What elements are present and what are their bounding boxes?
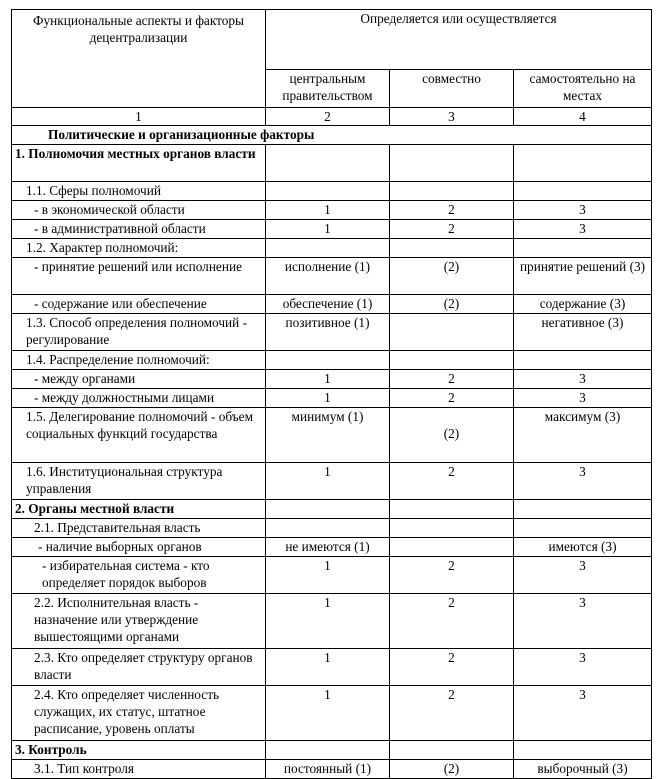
table-row <box>12 201 652 220</box>
row-label: - между должностными лицами <box>12 389 266 408</box>
table-row <box>12 594 652 649</box>
row-label: - избирательная система - кто определяет порядок выборов <box>12 557 266 594</box>
cell-central: позитивное (1) <box>266 314 390 351</box>
cell-central: минимум (1) <box>266 408 390 463</box>
cell-central <box>266 182 390 201</box>
table-row <box>12 389 652 408</box>
cell-local: 3 <box>514 686 652 741</box>
row-label: 1. Полномочия местных органов власти <box>12 145 266 182</box>
row-label: 3. Контроль <box>12 741 266 760</box>
header-determined: Определяется или осуществляется <box>266 10 652 70</box>
column-number-3: 3 <box>390 108 514 126</box>
table-row <box>12 760 652 779</box>
cell-local <box>514 351 652 370</box>
row-label: 1.2. Характер полномочий: <box>12 239 266 258</box>
cell-joint: (2) <box>390 258 514 295</box>
table-row <box>12 519 652 538</box>
table-row <box>12 314 652 351</box>
cell-central: не имеются (1) <box>266 538 390 557</box>
row-label: 2.3. Кто определяет структуру органов власти <box>12 649 266 686</box>
table-row <box>12 220 652 239</box>
cell-local: выборочный (3) <box>514 760 652 779</box>
cell-joint: 2 <box>390 686 514 741</box>
row-label: - принятие решений или исполнение <box>12 258 266 295</box>
cell-joint <box>390 145 514 182</box>
table-row <box>12 408 652 463</box>
cell-central: исполнение (1) <box>266 258 390 295</box>
cell-central <box>266 500 390 519</box>
table-row <box>12 370 652 389</box>
cell-joint <box>390 500 514 519</box>
table-row <box>12 145 652 182</box>
cell-local <box>514 239 652 258</box>
column-number-4: 4 <box>514 108 652 126</box>
cell-central: постоянный (1) <box>266 760 390 779</box>
cell-central <box>266 145 390 182</box>
cell-joint: 2 <box>390 557 514 594</box>
cell-central: обеспечение (1) <box>266 295 390 314</box>
cell-local: 3 <box>514 201 652 220</box>
cell-local <box>514 519 652 538</box>
section-title: Политические и организационные факторы <box>12 126 652 145</box>
row-label: - в административной области <box>12 220 266 239</box>
row-label: 2.2. Исполнительная власть - назначение или утверждение вышестоящими органами <box>12 594 266 649</box>
cell-joint <box>390 519 514 538</box>
table-row <box>12 557 652 594</box>
header-central: центральным правительством <box>266 70 390 108</box>
cell-local: 3 <box>514 220 652 239</box>
header-aspects: Функциональные аспекты и факторы децентрализации <box>12 10 266 108</box>
row-label: 1.5. Делегирование полномочий - объем социальных функций государства <box>12 408 266 463</box>
cell-local: имеются (3) <box>514 538 652 557</box>
header-local: самостоятельно на местах <box>514 70 652 108</box>
cell-central <box>266 351 390 370</box>
cell-central: 1 <box>266 557 390 594</box>
table-row <box>12 463 652 500</box>
cell-central <box>266 239 390 258</box>
cell-central <box>266 519 390 538</box>
column-number-1: 1 <box>12 108 266 126</box>
cell-joint: (2) <box>390 295 514 314</box>
cell-central: 1 <box>266 201 390 220</box>
column-number-row <box>12 108 652 126</box>
row-label: 1.6. Институциональная структура управления <box>12 463 266 500</box>
table-row <box>12 351 652 370</box>
cell-local: 3 <box>514 389 652 408</box>
table-row <box>12 182 652 201</box>
table-row <box>12 741 652 760</box>
cell-local: 3 <box>514 463 652 500</box>
column-number-2: 2 <box>266 108 390 126</box>
table-row <box>12 258 652 295</box>
row-label: - наличие выборных органов <box>12 538 266 557</box>
cell-joint <box>390 538 514 557</box>
cell-joint <box>390 314 514 351</box>
decentralization-table <box>11 9 652 779</box>
table-row <box>12 686 652 741</box>
cell-joint: 2 <box>390 370 514 389</box>
cell-joint: (2) <box>390 760 514 779</box>
cell-joint <box>390 351 514 370</box>
cell-central <box>266 741 390 760</box>
cell-local <box>514 500 652 519</box>
cell-local: 3 <box>514 557 652 594</box>
row-label: 2. Органы местной власти <box>12 500 266 519</box>
row-label: 1.3. Способ определения полномочий - регулирование <box>12 314 266 351</box>
cell-joint <box>390 239 514 258</box>
cell-local: 3 <box>514 370 652 389</box>
row-label: 2.4. Кто определяет численность служащих, их статус, штатное расписание, уровень оплаты <box>12 686 266 741</box>
cell-joint: 2 <box>390 220 514 239</box>
row-label: 2.1. Представительная власть <box>12 519 266 538</box>
cell-central: 1 <box>266 370 390 389</box>
table-row <box>12 239 652 258</box>
cell-joint: 2 <box>390 463 514 500</box>
header-row <box>12 10 652 70</box>
row-label: - содержание или обеспечение <box>12 295 266 314</box>
cell-local: принятие решений (3) <box>514 258 652 295</box>
header-joint: совместно <box>390 70 514 108</box>
cell-joint: 2 <box>390 389 514 408</box>
cell-local <box>514 182 652 201</box>
cell-joint <box>390 741 514 760</box>
cell-joint: (2) <box>390 408 514 463</box>
cell-local: максимум (3) <box>514 408 652 463</box>
cell-central: 1 <box>266 463 390 500</box>
row-label: - между органами <box>12 370 266 389</box>
cell-local <box>514 741 652 760</box>
cell-local: содержание (3) <box>514 295 652 314</box>
cell-joint: 2 <box>390 201 514 220</box>
cell-local: негативное (3) <box>514 314 652 351</box>
cell-local: 3 <box>514 594 652 649</box>
row-label: 3.1. Тип контроля <box>12 760 266 779</box>
cell-central: 1 <box>266 220 390 239</box>
cell-joint: 2 <box>390 649 514 686</box>
cell-local <box>514 145 652 182</box>
table-row <box>12 538 652 557</box>
cell-central: 1 <box>266 389 390 408</box>
section-row <box>12 126 652 145</box>
row-label: - в экономической области <box>12 201 266 220</box>
table-row <box>12 295 652 314</box>
row-label: 1.1. Сферы полномочий <box>12 182 266 201</box>
cell-central: 1 <box>266 686 390 741</box>
cell-joint: 2 <box>390 594 514 649</box>
table-row <box>12 500 652 519</box>
cell-central: 1 <box>266 594 390 649</box>
cell-local: 3 <box>514 649 652 686</box>
cell-joint <box>390 182 514 201</box>
table-row <box>12 649 652 686</box>
row-label: 1.4. Распределение полномочий: <box>12 351 266 370</box>
cell-central: 1 <box>266 649 390 686</box>
